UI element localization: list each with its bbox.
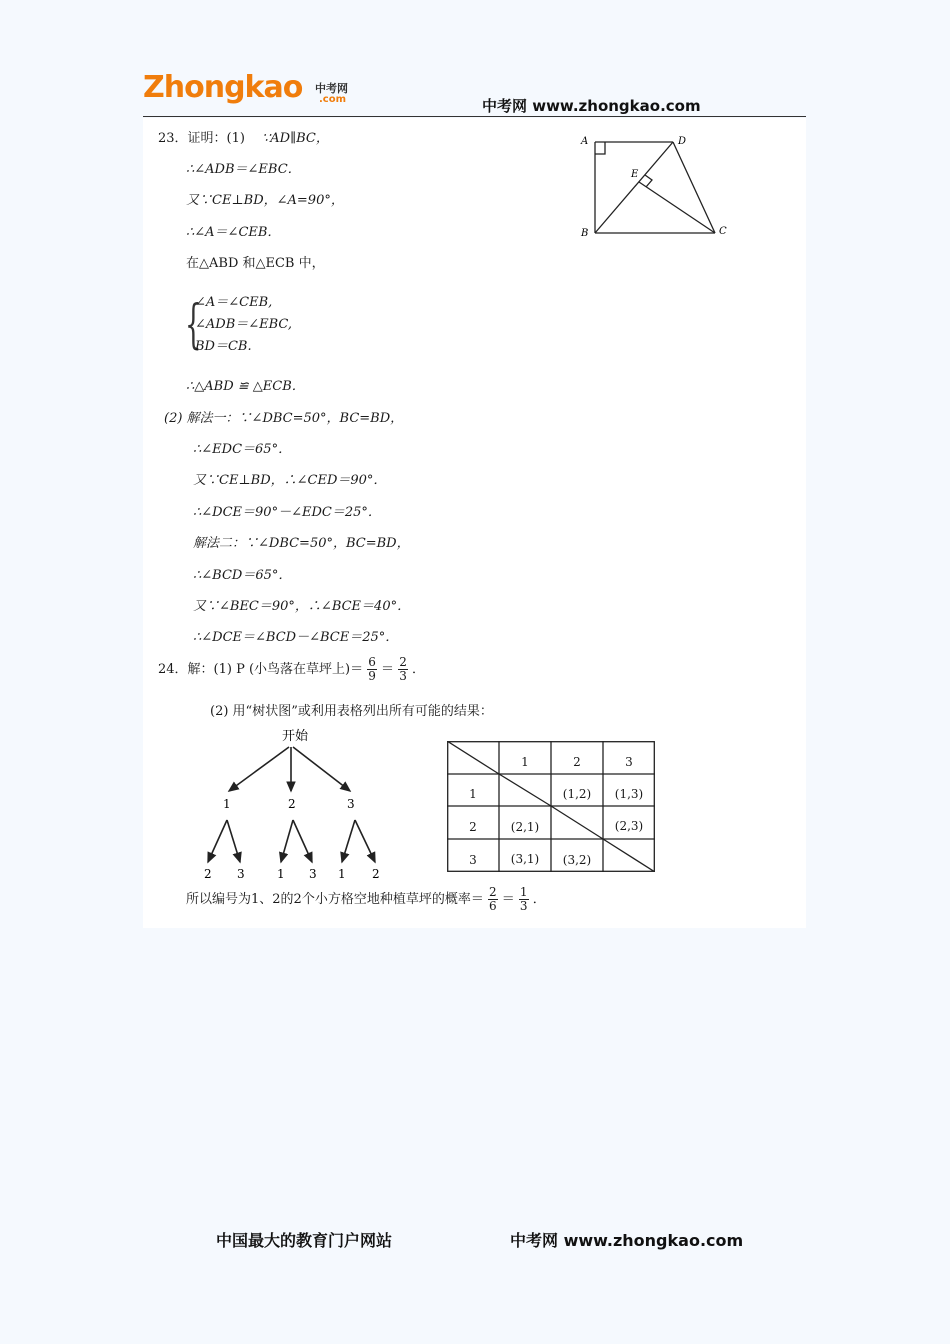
period: ． xyxy=(411,662,425,677)
tree-edge-1-b xyxy=(227,820,240,862)
label-d: D xyxy=(678,136,687,147)
q23-line-given: ∵AD∥BC， xyxy=(262,131,329,146)
tree-edge-2-a xyxy=(281,820,293,862)
table-cell-3-1: (3,1) xyxy=(510,852,540,866)
q23-line-3: 又∵CE⊥BD，∠A=90°， xyxy=(186,193,344,208)
q23-part2-l5: ∴∠BCD＝65°． xyxy=(193,568,292,583)
q24-conclusion xyxy=(186,886,546,913)
label-a: A xyxy=(581,136,589,147)
tree-leaf-2a: 1 xyxy=(277,867,285,881)
q23-part2-intro: (2) 解法一：∵∠DBC=50°，BC=BD， xyxy=(164,411,404,426)
geometry-figure xyxy=(575,130,735,242)
table-col-header-1: 1 xyxy=(521,755,529,769)
fraction-2-3: $\frac{2}{3}$ xyxy=(399,655,407,683)
diagonal-1 xyxy=(499,774,551,806)
tree-leaf-3a: 1 xyxy=(338,867,346,881)
q23-part2-l2: 又∵CE⊥BD，∴∠CED＝90°． xyxy=(193,473,387,488)
q23-line-2: ∴∠ADB＝∠EBC． xyxy=(186,162,301,177)
site-logo[interactable] xyxy=(143,66,358,112)
table-cell-1-3: (1,3) xyxy=(614,787,644,801)
outcome-table xyxy=(447,741,655,872)
q23-line-5: 在△ABD 和△ECB 中， xyxy=(186,256,325,271)
right-angle-e xyxy=(645,175,652,187)
tree-edge-3-a xyxy=(342,820,355,862)
tree-edge-root-3 xyxy=(293,747,350,791)
label-c: C xyxy=(719,226,727,237)
tree-edge-1-a xyxy=(208,820,227,862)
q23-part2-l6: 又∵∠BEC＝90°，∴∠BCE＝40°． xyxy=(193,599,411,614)
diagonal-2 xyxy=(551,806,603,839)
table-row-header-1: 1 xyxy=(469,787,477,801)
table-col-header-2: 2 xyxy=(573,755,581,769)
table-cell-1-2: (1,2) xyxy=(562,787,592,801)
table-row-header-3: 3 xyxy=(469,853,477,867)
q24-conclusion-text: 所以编号为1、2的2个小方格空地种植草坪的概率＝ xyxy=(186,892,484,907)
q23-line-4: ∴∠A＝∠CEB． xyxy=(186,225,281,240)
table-cell-2-3: (2,3) xyxy=(614,819,644,833)
system-eq-1: ∠A＝∠CEB, xyxy=(195,295,273,310)
tree-node-1: 1 xyxy=(223,797,231,811)
system-eq-2: ∠ADB＝∠EBC, xyxy=(195,317,293,332)
q23-intro: 23．证明：(1) xyxy=(158,131,245,146)
table-cell-2-1: (2,1) xyxy=(510,820,540,834)
q23-part2-l4: 解法二：∵∠DBC=50°，BC=BD， xyxy=(193,536,410,551)
fraction-1-3: $\frac{1}{3}$ xyxy=(519,885,528,913)
q24-part1-text: 24．解：(1) P (小鸟落在草坪上)＝ xyxy=(158,662,364,677)
tree-edge-2-b xyxy=(293,820,312,862)
congruence-system xyxy=(195,292,292,358)
tree-root: 开始 xyxy=(282,729,309,744)
table-cell-3-2: (3,2) xyxy=(562,853,592,867)
system-brace: { xyxy=(185,295,202,355)
footer-slogan: 中国最大的教育门户网站 xyxy=(216,1231,393,1250)
table-row-header-2: 2 xyxy=(469,820,477,834)
right-angle-a xyxy=(595,142,605,154)
equals-sign: ＝ xyxy=(381,662,395,677)
tree-leaf-1b: 3 xyxy=(237,867,245,881)
q23-part2-l1: ∴∠EDC＝65°． xyxy=(193,442,292,457)
label-b: B xyxy=(581,228,589,239)
logo-domain: .com xyxy=(319,94,347,105)
diagonal-3 xyxy=(603,839,655,872)
footer-site-link[interactable]: 中考网 www.zhongkao.com xyxy=(510,1231,744,1250)
q24-line-2: (2) 用“树状图”或利用表格列出所有可能的结果： xyxy=(210,704,493,719)
header-site-link[interactable]: 中考网 www.zhongkao.com xyxy=(482,97,701,115)
equals-sign-2: ＝ xyxy=(501,892,515,907)
tree-edge-3-b xyxy=(355,820,375,862)
tree-diagram xyxy=(195,725,395,885)
q23-conclusion: ∴△ABD ≌ △ECB． xyxy=(186,379,305,394)
logo-cn-label: 中考网 xyxy=(315,82,348,95)
logo-wordmark: Zhongkao xyxy=(143,70,303,105)
fraction-2-6: $\frac{2}{6}$ xyxy=(488,885,497,913)
q23-part2-l3: ∴∠DCE＝90°－∠EDC＝25°． xyxy=(193,505,381,520)
fraction-6-9: $\frac{6}{9}$ xyxy=(368,655,376,683)
segment-bd xyxy=(595,142,673,233)
table-col-header-3: 3 xyxy=(625,755,633,769)
tree-leaf-1a: 2 xyxy=(204,867,212,881)
tree-edge-root-1 xyxy=(229,747,289,791)
header-rule xyxy=(143,116,806,117)
tree-leaf-3b: 2 xyxy=(372,867,380,881)
tree-node-2: 2 xyxy=(288,797,296,811)
system-eq-3: BD＝CB. xyxy=(195,339,252,354)
label-e: E xyxy=(631,169,639,180)
tree-leaf-2b: 3 xyxy=(309,867,317,881)
header-diagonal xyxy=(447,741,499,774)
q23-part2-l7: ∴∠DCE＝∠BCD－∠BCE＝25°． xyxy=(193,630,399,645)
period-2: ． xyxy=(532,892,546,907)
q24-line-1 xyxy=(158,656,425,683)
tree-node-3: 3 xyxy=(347,797,355,811)
